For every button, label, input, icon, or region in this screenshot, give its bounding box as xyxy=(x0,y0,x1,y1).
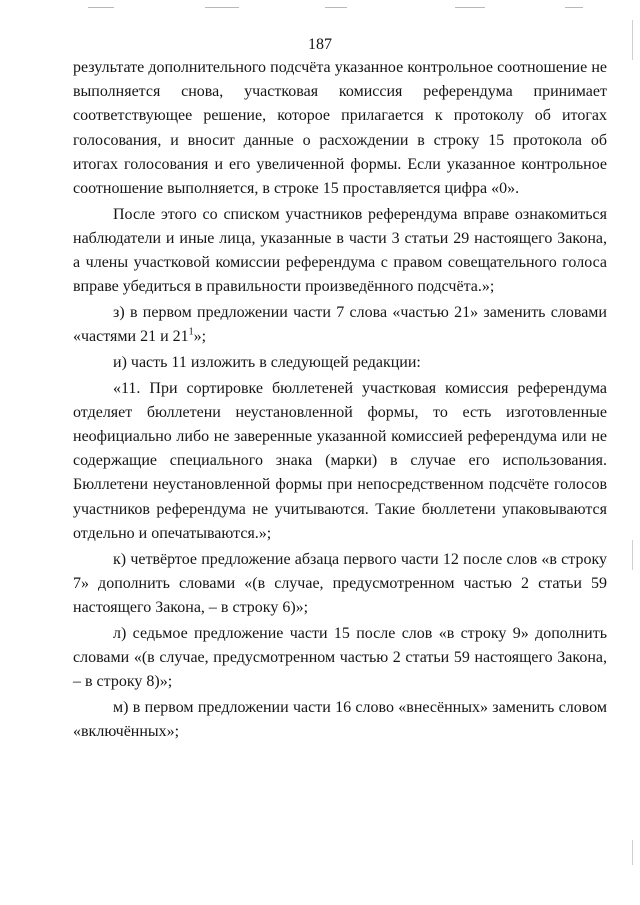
paragraph-part-11: «11. При сортировке бюллетеней участковая комиссия референдума отделяет бюллетени неустановленной формы, то есть изготовленные неофициально либо не заверенные указанной комиссией референдума или не содержащие специального знака (марки) в случае его использования. Бюллетени неустановленной формы при непосредственном подсчёте голосов участников референдума не учитываются. Такие бюллетени упаковываются отдельно и опечатываются.»; xyxy=(73,379,607,542)
paragraph-item-l: л) седьмое предложение части 15 после слов «в строку 9» дополнить словами «(в случае, предусмотренном частью 2 статьи 59 настоящего Закона, – в строку 8)»; xyxy=(73,624,607,691)
scan-artifact xyxy=(205,7,239,8)
scan-edge xyxy=(632,840,633,865)
paragraph-observers: После этого со списком участников референдума вправе ознакомиться наблюдатели и иные лица, указанные в части 3 статьи 29 настоящего Закона, а члены участковой комиссии референдума с правом совещательного голоса вправе убедиться в правильности произведённого подсчёта.»; xyxy=(73,205,607,296)
paragraph-continuation: результате дополнительного подсчёта указанное контрольное соотношение не выполняется снова, участковая комиссия референдума принимает соответствующее решение, которое прилагается к протоколу об итогах голосования, и вносит данные о расхождении в строку 15 протокола об итогах голосования и его увеличенной формы. Если указанное контрольное соотношение выполняется, в строке 15 проставляется цифра «0». xyxy=(73,59,607,198)
paragraph-item-m: м) в первом предложении части 16 слово «внесённых» заменить словом «включённых»; xyxy=(73,698,607,740)
paragraph-item-z-text: з) в первом предложении части 7 слова «частью 21» заменить словами «частями 21 и 21 xyxy=(73,304,607,346)
scan-artifact xyxy=(455,7,485,8)
page-number: 187 xyxy=(308,36,332,53)
scan-edge xyxy=(632,540,633,570)
scan-artifact xyxy=(565,7,583,8)
superscript-index: 1 xyxy=(188,326,194,338)
paragraph-item-i: и) часть 11 изложить в следующей редакции: xyxy=(113,353,421,371)
scan-artifact xyxy=(325,7,347,8)
paragraph-item-k: к) четвёртое предложение абзаца первого части 12 после слов «в строку 7» дополнить словами «(в случае, предусмотренном частью 2 статьи 59 настоящего Закона, – в строку 6)»; xyxy=(73,550,607,616)
paragraph-item-z xyxy=(73,301,607,349)
scan-artifact xyxy=(88,7,114,8)
document-body xyxy=(73,56,607,746)
paragraph-item-z-tail: »; xyxy=(193,328,207,346)
